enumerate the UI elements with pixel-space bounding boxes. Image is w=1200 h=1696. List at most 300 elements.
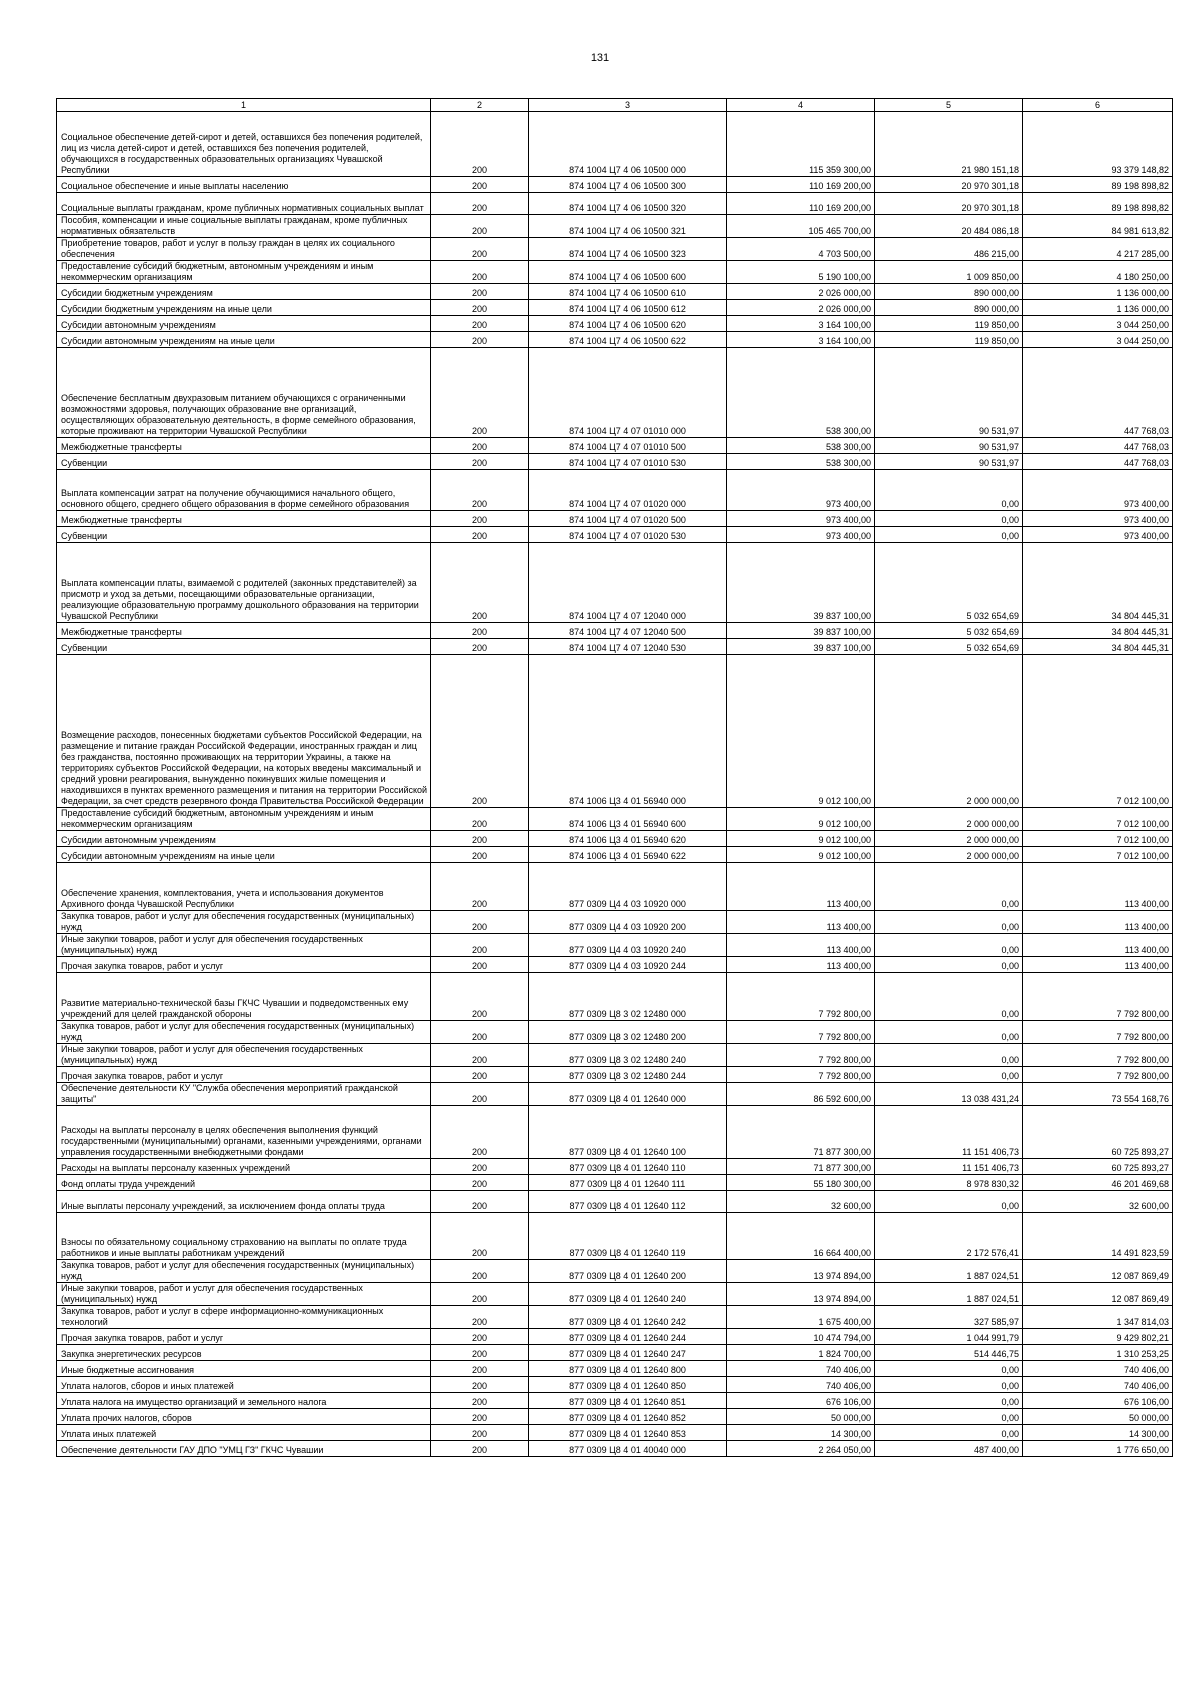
row-rest: 1 136 000,00 — [1023, 284, 1173, 300]
row-kbk: 877 0309 Ц8 4 01 12640 110 — [529, 1159, 727, 1175]
row-name: Фонд оплаты труда учреждений — [57, 1175, 431, 1191]
row-code: 200 — [431, 1213, 529, 1260]
row-code: 200 — [431, 1191, 529, 1213]
row-code: 200 — [431, 261, 529, 284]
table-row — [57, 316, 1173, 332]
row-plan: 9 012 100,00 — [727, 831, 875, 847]
row-name: Возмещение расходов, понесенных бюджетами субъектов Российской Федерации, на размещение и питание граждан Российской Федерации, иностранных граждан и лиц без гражданства, постоянно проживающих на территории Украины, а также на территориях субъектов Российской Федерации, на которых введены максимальный и средний уровни реагирования, вынужденно покинувших жилые помещения и находившихся в пунктах временного размещения и питания на территории Российской Федерации, за счет средств резервного фонда Правительства Российской Федерации — [57, 655, 431, 808]
row-code: 200 — [431, 1345, 529, 1361]
row-code: 200 — [431, 1361, 529, 1377]
row-exec: 8 978 830,32 — [875, 1175, 1023, 1191]
row-name: Взносы по обязательному социальному страхованию на выплаты по оплате труда работников и иные выплаты работникам учреждений — [57, 1213, 431, 1260]
row-plan: 110 169 200,00 — [727, 193, 875, 215]
row-name: Закупка энергетических ресурсов — [57, 1345, 431, 1361]
table-row — [57, 1409, 1173, 1425]
row-kbk: 877 0309 Ц8 4 01 12640 244 — [529, 1329, 727, 1345]
row-rest: 973 400,00 — [1023, 511, 1173, 527]
row-exec: 2 000 000,00 — [875, 655, 1023, 808]
row-exec: 90 531,97 — [875, 454, 1023, 470]
row-kbk: 877 0309 Ц8 3 02 12480 240 — [529, 1044, 727, 1067]
row-rest: 7 012 100,00 — [1023, 847, 1173, 863]
row-plan: 113 400,00 — [727, 911, 875, 934]
row-exec: 13 038 431,24 — [875, 1083, 1023, 1106]
row-code: 200 — [431, 348, 529, 438]
row-exec: 2 000 000,00 — [875, 808, 1023, 831]
row-plan: 113 400,00 — [727, 957, 875, 973]
row-plan: 39 837 100,00 — [727, 623, 875, 639]
row-rest: 4 217 285,00 — [1023, 238, 1173, 261]
row-exec: 0,00 — [875, 1067, 1023, 1083]
row-kbk: 877 0309 Ц8 4 01 12640 111 — [529, 1175, 727, 1191]
row-code: 200 — [431, 1159, 529, 1175]
row-exec: 0,00 — [875, 957, 1023, 973]
row-code: 200 — [431, 527, 529, 543]
row-code: 200 — [431, 863, 529, 911]
row-name: Иные бюджетные ассигнования — [57, 1361, 431, 1377]
row-name: Субсидии бюджетным учреждениям — [57, 284, 431, 300]
row-name: Уплата прочих налогов, сборов — [57, 1409, 431, 1425]
row-kbk: 874 1004 Ц7 4 06 10500 321 — [529, 215, 727, 238]
row-name: Прочая закупка товаров, работ и услуг — [57, 1329, 431, 1345]
row-name: Социальные выплаты гражданам, кроме публичных нормативных социальных выплат — [57, 193, 431, 215]
row-code: 200 — [431, 470, 529, 511]
row-plan: 14 300,00 — [727, 1425, 875, 1441]
header-row — [57, 99, 1173, 112]
row-name: Иные закупки товаров, работ и услуг для обеспечения государственных (муниципальных) нужд — [57, 1283, 431, 1306]
row-rest: 7 012 100,00 — [1023, 831, 1173, 847]
row-exec: 890 000,00 — [875, 284, 1023, 300]
row-plan: 71 877 300,00 — [727, 1106, 875, 1159]
row-exec: 0,00 — [875, 1021, 1023, 1044]
row-rest: 113 400,00 — [1023, 911, 1173, 934]
table-row — [57, 623, 1173, 639]
row-rest: 1 136 000,00 — [1023, 300, 1173, 316]
row-kbk: 877 0309 Ц8 4 01 12640 242 — [529, 1306, 727, 1329]
row-name: Субвенции — [57, 527, 431, 543]
row-code: 200 — [431, 639, 529, 655]
table-row — [57, 1361, 1173, 1377]
table-row — [57, 863, 1173, 911]
row-name: Уплата иных платежей — [57, 1425, 431, 1441]
row-plan: 113 400,00 — [727, 934, 875, 957]
row-plan: 538 300,00 — [727, 438, 875, 454]
table-body — [57, 112, 1173, 1457]
row-code: 200 — [431, 193, 529, 215]
row-kbk: 877 0309 Ц4 4 03 10920 240 — [529, 934, 727, 957]
row-exec: 90 531,97 — [875, 348, 1023, 438]
table-row — [57, 831, 1173, 847]
row-plan: 4 703 500,00 — [727, 238, 875, 261]
table-row — [57, 454, 1173, 470]
row-rest: 34 804 445,31 — [1023, 623, 1173, 639]
table-row — [57, 1345, 1173, 1361]
table-row — [57, 1213, 1173, 1260]
row-plan: 7 792 800,00 — [727, 1044, 875, 1067]
row-kbk: 877 0309 Ц8 4 01 12640 240 — [529, 1283, 727, 1306]
row-exec: 0,00 — [875, 973, 1023, 1021]
table-row — [57, 1106, 1173, 1159]
row-plan: 973 400,00 — [727, 470, 875, 511]
row-rest: 7 792 800,00 — [1023, 1044, 1173, 1067]
row-rest: 7 792 800,00 — [1023, 1067, 1173, 1083]
row-rest: 447 768,03 — [1023, 348, 1173, 438]
row-kbk: 877 0309 Ц8 4 01 12640 119 — [529, 1213, 727, 1260]
row-plan: 1 675 400,00 — [727, 1306, 875, 1329]
row-plan: 740 406,00 — [727, 1361, 875, 1377]
row-plan: 9 012 100,00 — [727, 808, 875, 831]
row-rest: 740 406,00 — [1023, 1361, 1173, 1377]
row-exec: 0,00 — [875, 863, 1023, 911]
row-kbk: 874 1004 Ц7 4 07 01020 000 — [529, 470, 727, 511]
row-kbk: 877 0309 Ц4 4 03 10920 000 — [529, 863, 727, 911]
row-exec: 487 400,00 — [875, 1441, 1023, 1457]
row-name: Расходы на выплаты персоналу казенных учреждений — [57, 1159, 431, 1175]
row-code: 200 — [431, 438, 529, 454]
row-rest: 113 400,00 — [1023, 957, 1173, 973]
row-exec: 0,00 — [875, 1377, 1023, 1393]
table-row — [57, 300, 1173, 316]
row-rest: 12 087 869,49 — [1023, 1260, 1173, 1283]
row-rest: 3 044 250,00 — [1023, 332, 1173, 348]
header-col-5: 5 — [875, 99, 1023, 112]
header-col-4: 4 — [727, 99, 875, 112]
row-name: Субсидии автономным учреждениям на иные цели — [57, 847, 431, 863]
row-kbk: 874 1004 Ц7 4 07 01010 000 — [529, 348, 727, 438]
table-row — [57, 1425, 1173, 1441]
page-number: 131 — [590, 52, 610, 64]
header-col-6: 6 — [1023, 99, 1173, 112]
row-name: Закупка товаров, работ и услуг для обеспечения государственных (муниципальных) нужд — [57, 1260, 431, 1283]
row-kbk: 877 0309 Ц8 4 01 12640 850 — [529, 1377, 727, 1393]
row-name: Прочая закупка товаров, работ и услуг — [57, 957, 431, 973]
row-exec: 2 000 000,00 — [875, 831, 1023, 847]
row-plan: 13 974 894,00 — [727, 1283, 875, 1306]
row-code: 200 — [431, 1425, 529, 1441]
row-exec: 5 032 654,69 — [875, 639, 1023, 655]
row-code: 200 — [431, 1021, 529, 1044]
row-rest: 93 379 148,82 — [1023, 112, 1173, 177]
row-exec: 1 044 991,79 — [875, 1329, 1023, 1345]
row-plan: 7 792 800,00 — [727, 1067, 875, 1083]
row-exec: 890 000,00 — [875, 300, 1023, 316]
table-row — [57, 1067, 1173, 1083]
row-code: 200 — [431, 808, 529, 831]
row-kbk: 877 0309 Ц8 4 01 12640 200 — [529, 1260, 727, 1283]
row-plan: 7 792 800,00 — [727, 973, 875, 1021]
row-name: Закупка товаров, работ и услуг в сфере информационно-коммуникационных технологий — [57, 1306, 431, 1329]
row-rest: 1 310 253,25 — [1023, 1345, 1173, 1361]
row-rest: 84 981 613,82 — [1023, 215, 1173, 238]
row-kbk: 874 1006 Ц3 4 01 56940 000 — [529, 655, 727, 808]
row-code: 200 — [431, 973, 529, 1021]
row-code: 200 — [431, 316, 529, 332]
row-kbk: 877 0309 Ц8 4 01 12640 853 — [529, 1425, 727, 1441]
row-kbk: 874 1004 Ц7 4 06 10500 620 — [529, 316, 727, 332]
table-row — [57, 639, 1173, 655]
row-rest: 7 792 800,00 — [1023, 973, 1173, 1021]
row-kbk: 874 1004 Ц7 4 07 12040 530 — [529, 639, 727, 655]
row-exec: 11 151 406,73 — [875, 1106, 1023, 1159]
row-kbk: 877 0309 Ц8 4 01 12640 852 — [529, 1409, 727, 1425]
row-exec: 0,00 — [875, 470, 1023, 511]
row-exec: 20 970 301,18 — [875, 177, 1023, 193]
row-code: 200 — [431, 1067, 529, 1083]
row-plan: 110 169 200,00 — [727, 177, 875, 193]
row-rest: 50 000,00 — [1023, 1409, 1173, 1425]
row-kbk: 874 1004 Ц7 4 07 01020 530 — [529, 527, 727, 543]
row-kbk: 874 1004 Ц7 4 07 01010 530 — [529, 454, 727, 470]
row-rest: 14 491 823,59 — [1023, 1213, 1173, 1260]
row-plan: 113 400,00 — [727, 863, 875, 911]
row-code: 200 — [431, 1306, 529, 1329]
row-exec: 2 000 000,00 — [875, 847, 1023, 863]
row-kbk: 874 1006 Ц3 4 01 56940 622 — [529, 847, 727, 863]
row-rest: 447 768,03 — [1023, 438, 1173, 454]
row-name: Межбюджетные трансферты — [57, 438, 431, 454]
row-kbk: 874 1004 Ц7 4 06 10500 622 — [529, 332, 727, 348]
row-code: 200 — [431, 1044, 529, 1067]
row-code: 200 — [431, 511, 529, 527]
row-code: 200 — [431, 238, 529, 261]
row-kbk: 874 1004 Ц7 4 07 12040 500 — [529, 623, 727, 639]
row-plan: 2 026 000,00 — [727, 300, 875, 316]
row-name: Обеспечение бесплатным двухразовым питанием обучающихся с ограниченными возможностями здоровья, получающих образование вне организаций, осуществляющих образовательную деятельность, в форме семейного образования, которые проживают на территории Чувашской Республики — [57, 348, 431, 438]
table-row — [57, 1306, 1173, 1329]
table-row — [57, 543, 1173, 623]
table-row — [57, 332, 1173, 348]
row-rest: 7 012 100,00 — [1023, 655, 1173, 808]
row-exec: 327 585,97 — [875, 1306, 1023, 1329]
row-rest: 34 804 445,31 — [1023, 543, 1173, 623]
row-exec: 21 980 151,18 — [875, 112, 1023, 177]
row-rest: 73 554 168,76 — [1023, 1083, 1173, 1106]
row-exec: 0,00 — [875, 911, 1023, 934]
table-row — [57, 261, 1173, 284]
row-plan: 1 824 700,00 — [727, 1345, 875, 1361]
row-exec: 119 850,00 — [875, 332, 1023, 348]
row-kbk: 874 1006 Ц3 4 01 56940 620 — [529, 831, 727, 847]
row-code: 200 — [431, 1106, 529, 1159]
row-exec: 5 032 654,69 — [875, 543, 1023, 623]
row-kbk: 874 1004 Ц7 4 07 01010 500 — [529, 438, 727, 454]
row-plan: 538 300,00 — [727, 454, 875, 470]
row-plan: 2 264 050,00 — [727, 1441, 875, 1457]
row-kbk: 874 1004 Ц7 4 06 10500 610 — [529, 284, 727, 300]
row-code: 200 — [431, 454, 529, 470]
table-row — [57, 215, 1173, 238]
row-plan: 7 792 800,00 — [727, 1021, 875, 1044]
row-name: Субсидии автономным учреждениям — [57, 831, 431, 847]
row-exec: 1 009 850,00 — [875, 261, 1023, 284]
row-kbk: 877 0309 Ц8 3 02 12480 000 — [529, 973, 727, 1021]
row-kbk: 877 0309 Ц8 4 01 40040 000 — [529, 1441, 727, 1457]
table-row — [57, 511, 1173, 527]
table-row — [57, 934, 1173, 957]
row-rest: 113 400,00 — [1023, 863, 1173, 911]
budget-table — [56, 98, 1173, 1457]
row-exec: 514 446,75 — [875, 1345, 1023, 1361]
row-code: 200 — [431, 623, 529, 639]
row-name: Закупка товаров, работ и услуг для обеспечения государственных (муниципальных) нужд — [57, 911, 431, 934]
row-name: Развитие материально-технической базы ГКЧС Чувашии и подведомственных ему учреждений для целей гражданской обороны — [57, 973, 431, 1021]
table-row — [57, 1175, 1173, 1191]
table-row — [57, 655, 1173, 808]
row-rest: 973 400,00 — [1023, 527, 1173, 543]
table-row — [57, 1191, 1173, 1213]
row-code: 200 — [431, 1260, 529, 1283]
table-row — [57, 808, 1173, 831]
row-exec: 0,00 — [875, 1361, 1023, 1377]
row-kbk: 877 0309 Ц8 4 01 12640 247 — [529, 1345, 727, 1361]
row-plan: 3 164 100,00 — [727, 316, 875, 332]
row-kbk: 877 0309 Ц4 4 03 10920 200 — [529, 911, 727, 934]
row-rest: 1 347 814,03 — [1023, 1306, 1173, 1329]
row-name: Пособия, компенсации и иные социальные выплаты гражданам, кроме публичных нормативных обязательств — [57, 215, 431, 238]
row-kbk: 877 0309 Ц8 3 02 12480 244 — [529, 1067, 727, 1083]
row-kbk: 874 1004 Ц7 4 07 12040 000 — [529, 543, 727, 623]
row-code: 200 — [431, 831, 529, 847]
table-row — [57, 284, 1173, 300]
row-name: Уплата налогов, сборов и иных платежей — [57, 1377, 431, 1393]
row-code: 200 — [431, 1409, 529, 1425]
row-name: Предоставление субсидий бюджетным, автономным учреждениям и иным некоммерческим организациям — [57, 261, 431, 284]
row-exec: 2 172 576,41 — [875, 1213, 1023, 1260]
row-rest: 60 725 893,27 — [1023, 1159, 1173, 1175]
row-rest: 7 792 800,00 — [1023, 1021, 1173, 1044]
row-code: 200 — [431, 934, 529, 957]
row-rest: 113 400,00 — [1023, 934, 1173, 957]
row-plan: 740 406,00 — [727, 1377, 875, 1393]
row-name: Межбюджетные трансферты — [57, 623, 431, 639]
row-exec: 11 151 406,73 — [875, 1159, 1023, 1175]
row-exec: 5 032 654,69 — [875, 623, 1023, 639]
table-row — [57, 1283, 1173, 1306]
row-exec: 90 531,97 — [875, 438, 1023, 454]
row-exec: 0,00 — [875, 1425, 1023, 1441]
row-code: 200 — [431, 332, 529, 348]
row-plan: 39 837 100,00 — [727, 639, 875, 655]
row-kbk: 874 1006 Ц3 4 01 56940 600 — [529, 808, 727, 831]
table-row — [57, 1377, 1173, 1393]
row-exec: 0,00 — [875, 1191, 1023, 1213]
row-name: Субвенции — [57, 639, 431, 655]
row-rest: 14 300,00 — [1023, 1425, 1173, 1441]
row-rest: 12 087 869,49 — [1023, 1283, 1173, 1306]
row-code: 200 — [431, 1175, 529, 1191]
table-row — [57, 238, 1173, 261]
row-plan: 973 400,00 — [727, 511, 875, 527]
row-plan: 55 180 300,00 — [727, 1175, 875, 1191]
row-rest: 32 600,00 — [1023, 1191, 1173, 1213]
row-name: Выплата компенсации затрат на получение обучающимися начального общего, основного общего, среднего общего образования в форме семейного образования — [57, 470, 431, 511]
row-name: Иные выплаты персоналу учреждений, за исключением фонда оплаты труда — [57, 1191, 431, 1213]
row-rest: 3 044 250,00 — [1023, 316, 1173, 332]
row-exec: 20 484 086,18 — [875, 215, 1023, 238]
row-kbk: 877 0309 Ц4 4 03 10920 244 — [529, 957, 727, 973]
table-row — [57, 957, 1173, 973]
row-name: Приобретение товаров, работ и услуг в пользу граждан в целях их социального обеспечения — [57, 238, 431, 261]
row-code: 200 — [431, 1377, 529, 1393]
row-code: 200 — [431, 300, 529, 316]
row-rest: 60 725 893,27 — [1023, 1106, 1173, 1159]
row-rest: 34 804 445,31 — [1023, 639, 1173, 655]
row-code: 200 — [431, 112, 529, 177]
row-plan: 115 359 300,00 — [727, 112, 875, 177]
row-kbk: 877 0309 Ц8 4 01 12640 112 — [529, 1191, 727, 1213]
header-col-1: 1 — [57, 99, 431, 112]
row-name: Выплата компенсации платы, взимаемой с родителей (законных представителей) за присмотр и уход за детьми, посещающими образовательные организации, реализующие образовательную программу дошкольного образования на территории Чувашской Республики — [57, 543, 431, 623]
row-plan: 3 164 100,00 — [727, 332, 875, 348]
row-plan: 39 837 100,00 — [727, 543, 875, 623]
table-row — [57, 177, 1173, 193]
row-plan: 50 000,00 — [727, 1409, 875, 1425]
row-name: Субсидии автономным учреждениям — [57, 316, 431, 332]
header-col-3: 3 — [529, 99, 727, 112]
row-kbk: 877 0309 Ц8 3 02 12480 200 — [529, 1021, 727, 1044]
row-kbk: 877 0309 Ц8 4 01 12640 851 — [529, 1393, 727, 1409]
row-code: 200 — [431, 1083, 529, 1106]
row-code: 200 — [431, 655, 529, 808]
row-plan: 16 664 400,00 — [727, 1213, 875, 1260]
row-name: Обеспечение деятельности ГАУ ДПО "УМЦ ГЗ" ГКЧС Чувашии — [57, 1441, 431, 1457]
row-plan: 5 190 100,00 — [727, 261, 875, 284]
row-name: Социальное обеспечение и иные выплаты населению — [57, 177, 431, 193]
row-plan: 105 465 700,00 — [727, 215, 875, 238]
row-kbk: 874 1004 Ц7 4 06 10500 000 — [529, 112, 727, 177]
row-name: Субсидии бюджетным учреждениям на иные цели — [57, 300, 431, 316]
row-code: 200 — [431, 284, 529, 300]
table-row — [57, 112, 1173, 177]
row-rest: 46 201 469,68 — [1023, 1175, 1173, 1191]
row-exec: 0,00 — [875, 1044, 1023, 1067]
row-rest: 89 198 898,82 — [1023, 193, 1173, 215]
row-code: 200 — [431, 1283, 529, 1306]
row-name: Социальное обеспечение детей-сирот и детей, оставшихся без попечения родителей, лиц из числа детей-сирот и детей, оставшихся без попечения родителей, обучающихся в государственных образовательных организациях Чувашской Республики — [57, 112, 431, 177]
row-kbk: 874 1004 Ц7 4 06 10500 320 — [529, 193, 727, 215]
row-plan: 9 012 100,00 — [727, 847, 875, 863]
row-rest: 973 400,00 — [1023, 470, 1173, 511]
row-code: 200 — [431, 543, 529, 623]
table-row — [57, 1083, 1173, 1106]
table-row — [57, 193, 1173, 215]
header-col-2: 2 — [431, 99, 529, 112]
row-code: 200 — [431, 177, 529, 193]
row-exec: 20 970 301,18 — [875, 193, 1023, 215]
table-row — [57, 1021, 1173, 1044]
table-row — [57, 1329, 1173, 1345]
row-kbk: 877 0309 Ц8 4 01 12640 000 — [529, 1083, 727, 1106]
table-row — [57, 1393, 1173, 1409]
row-name: Расходы на выплаты персоналу в целях обеспечения выполнения функций государственными (муниципальными) органами, казенными учреждениями, органами управления государственными внебюджетными фондами — [57, 1106, 431, 1159]
row-exec: 0,00 — [875, 527, 1023, 543]
row-kbk: 874 1004 Ц7 4 06 10500 600 — [529, 261, 727, 284]
row-kbk: 874 1004 Ц7 4 06 10500 323 — [529, 238, 727, 261]
row-rest: 1 776 650,00 — [1023, 1441, 1173, 1457]
table-row — [57, 1159, 1173, 1175]
row-code: 200 — [431, 215, 529, 238]
row-plan: 2 026 000,00 — [727, 284, 875, 300]
table-row — [57, 1260, 1173, 1283]
row-name: Предоставление субсидий бюджетным, автономным учреждениям и иным некоммерческим организациям — [57, 808, 431, 831]
row-name: Обеспечение хранения, комплектования, учета и использования документов Архивного фонда Чувашской Республики — [57, 863, 431, 911]
table-row — [57, 470, 1173, 511]
row-name: Межбюджетные трансферты — [57, 511, 431, 527]
table-row — [57, 911, 1173, 934]
row-exec: 0,00 — [875, 1409, 1023, 1425]
row-plan: 538 300,00 — [727, 348, 875, 438]
row-code: 200 — [431, 911, 529, 934]
row-rest: 676 106,00 — [1023, 1393, 1173, 1409]
